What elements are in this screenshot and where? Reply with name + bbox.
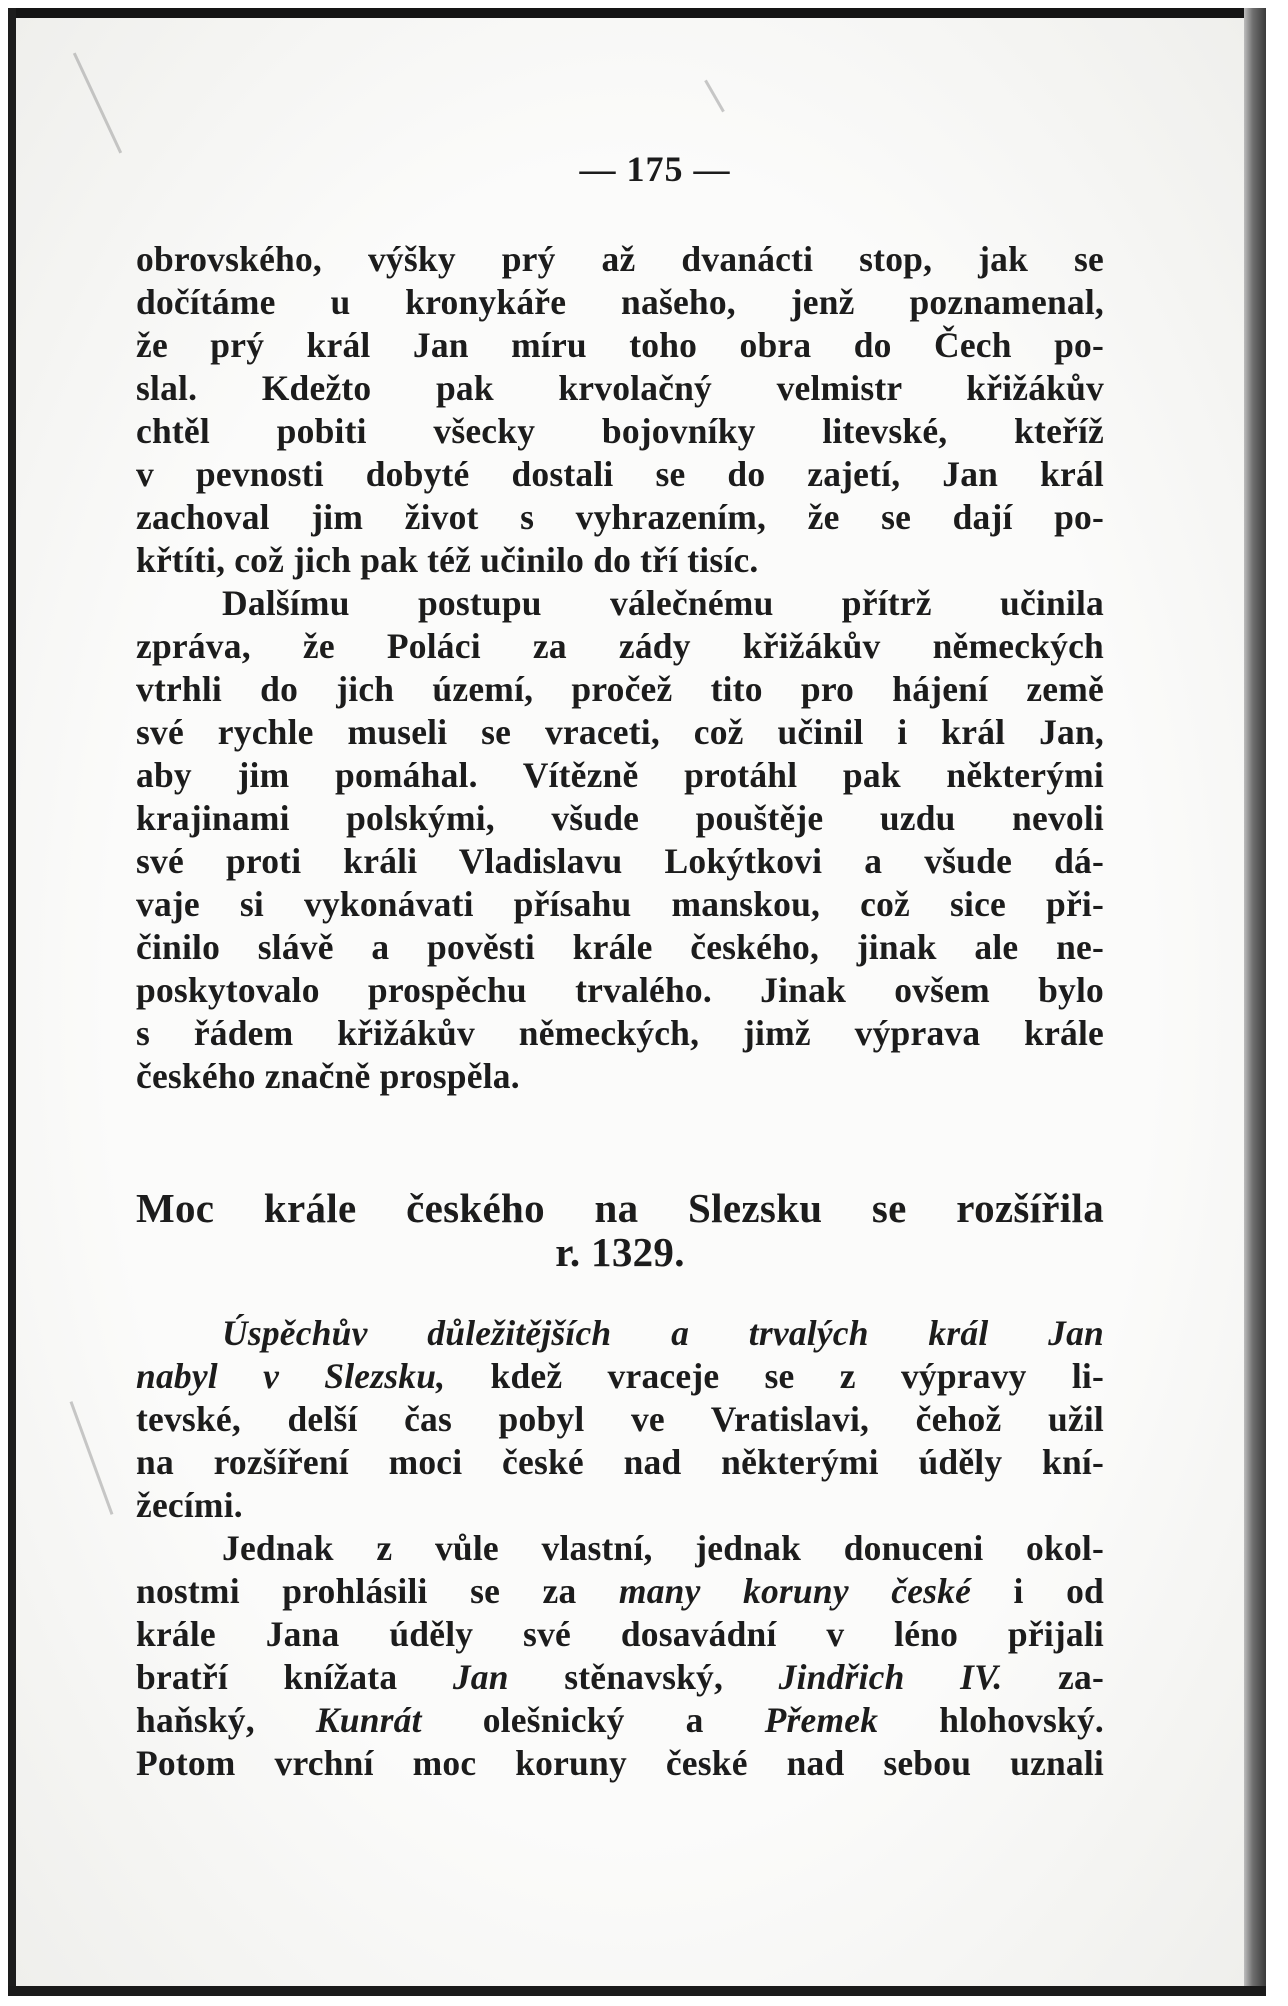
italic-text: nabyl v Slezsku, [136, 1356, 446, 1396]
text-line: krále Jana úděly své dosavádní v léno přijali [136, 1614, 1104, 1654]
text-line: křtíti, což jich pak též učinilo do tří tisíc. [136, 540, 759, 580]
text-run: bratří knížata [136, 1657, 453, 1697]
text-run: hlohovský. [878, 1700, 1104, 1740]
section-body-text [136, 1312, 1104, 1785]
text-run: stěnavský, [508, 1657, 779, 1697]
scan-border-right [1244, 8, 1266, 1996]
paragraph-2 [136, 582, 1104, 1098]
section-paragraph-2 [136, 1527, 1104, 1785]
text-line: zachoval jim život s vyhrazením, že se dají po- [136, 497, 1104, 537]
page-number: — 175 — [579, 149, 731, 189]
scan-border-left [8, 8, 16, 1996]
text-run: haňský, [136, 1700, 316, 1740]
text-line: aby jim pomáhal. Vítězně protáhl pak některými [136, 755, 1104, 795]
scan-border-bottom [8, 1986, 1266, 1996]
italic-text: Kunrát [315, 1700, 422, 1740]
section-paragraph-1 [136, 1312, 1104, 1527]
text-line: Jednak z vůle vlastní, jednak donuceni okol- [222, 1528, 1104, 1568]
italic-text: Jan [452, 1657, 509, 1697]
text-line: činilo slávě a pověsti krále českého, jinak ale ne- [136, 927, 1104, 967]
text-line [136, 1699, 1104, 1742]
italic-text: Přemek [764, 1700, 879, 1740]
text-line: že prý král Jan míru toho obra do Čech po- [136, 325, 1104, 365]
text-line [136, 1570, 1104, 1613]
text-line [136, 1355, 1104, 1398]
page-content [136, 148, 1104, 1785]
text-line: dočítáme u kronykáře našeho, jenž poznamenal, [136, 282, 1104, 322]
text-line: na rozšíření moci české nad některými úděly kní- [136, 1442, 1104, 1482]
text-line: vaje si vykonávati přísahu manskou, což sice při- [136, 884, 1104, 924]
text-line: chtěl pobiti všecky bojovníky litevské, kteříž [136, 411, 1104, 451]
text-run: kdež vraceje se z výpravy li- [445, 1356, 1104, 1396]
scan-border-top [8, 8, 1266, 18]
body-text [136, 238, 1104, 1098]
text-line: Potom vrchní moc koruny české nad sebou uznali [136, 1743, 1104, 1783]
text-line [136, 1656, 1104, 1699]
text-line: vtrhli do jich území, pročež tito pro hájení země [136, 669, 1104, 709]
text-line: Dalšímu postupu válečnému přítrž učinila [222, 583, 1104, 623]
section-heading [136, 1186, 1104, 1274]
text-line: českého značně prospěla. [136, 1056, 520, 1096]
section-heading-year: r. 1329. [555, 1229, 685, 1275]
text-run: olešnický a [421, 1700, 765, 1740]
text-line: své proti králi Vladislavu Lokýtkovi a všude dá- [136, 841, 1104, 881]
text-line: slal. Kdežto pak krvolačný velmistr křižákův [136, 368, 1104, 408]
section-heading-line: Moc krále českého na Slezsku se rozšířila [136, 1185, 1104, 1231]
text-line: v pevnosti dobyté dostali se do zajetí, Jan král [136, 454, 1104, 494]
text-run: nostmi prohlásili se za [136, 1571, 619, 1611]
text-run: i od [971, 1571, 1104, 1611]
text-line: žecími. [136, 1485, 243, 1525]
paragraph-1 [136, 238, 1104, 582]
text-line: své rychle museli se vraceti, což učinil i král Jan, [136, 712, 1104, 752]
text-line: krajinami polskými, všude pouštěje uzdu nevoli [136, 798, 1104, 838]
text-run: za- [1002, 1657, 1104, 1697]
scanned-page [8, 8, 1266, 1996]
text-line [136, 1312, 1104, 1355]
italic-text: Úspěchův důležitějších a trvalých král Jan [222, 1313, 1104, 1353]
text-line: obrovského, výšky prý až dvanácti stop, jak se [136, 239, 1104, 279]
text-line: poskytovalo prospěchu trvalého. Jinak ovšem bylo [136, 970, 1104, 1010]
text-line: tevské, delší čas pobyl ve Vratislavi, čehož užil [136, 1399, 1104, 1439]
text-line: zpráva, že Poláci za zády křižákův německých [136, 626, 1104, 666]
italic-text: many koruny české [618, 1571, 972, 1611]
text-line: s řádem křižákův německých, jimž výprava krále [136, 1013, 1104, 1053]
italic-text: Jindřich IV. [778, 1657, 1003, 1697]
